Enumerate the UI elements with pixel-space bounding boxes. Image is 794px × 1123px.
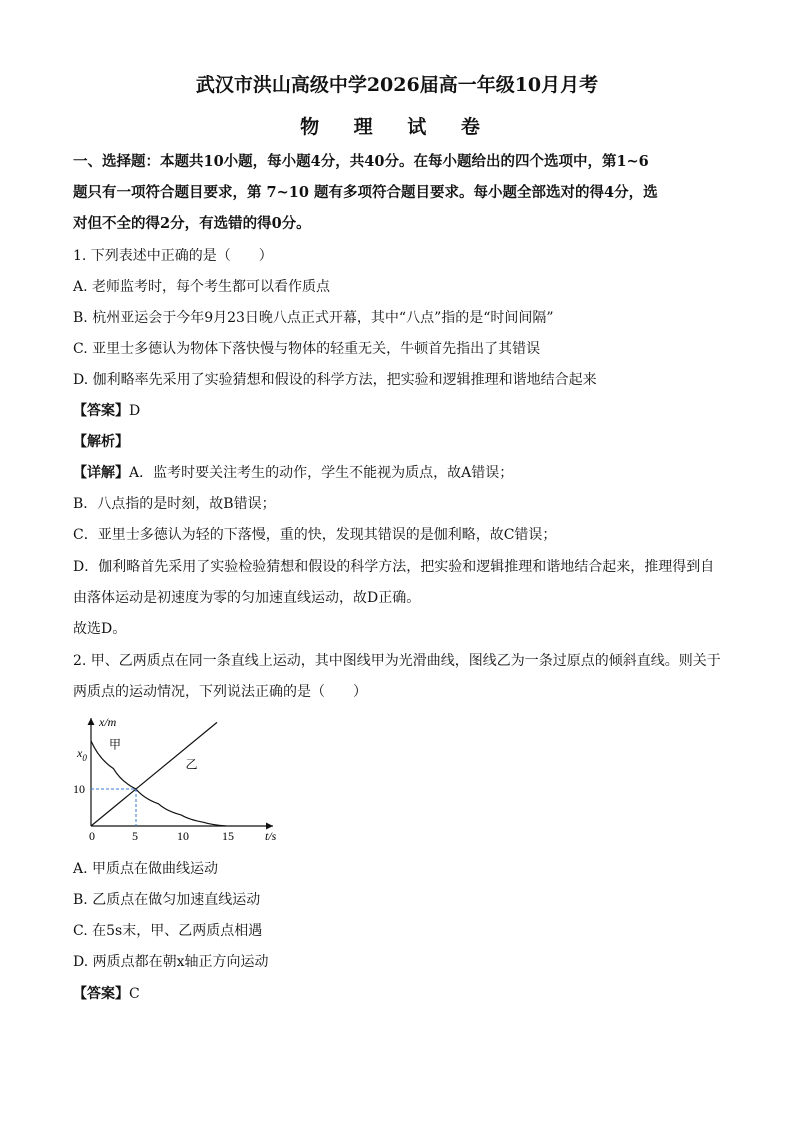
y-axis-label: x/m — [99, 715, 117, 729]
q1-option-b: B. 杭州亚运会于今年9月23日晚八点正式开幕，其中“八点”指的是“时间间隔” — [73, 310, 554, 326]
q2-answer — [73, 983, 140, 1003]
q2-stem-line-1: 2. 甲、乙两质点在同一条直线上运动，其中图线甲为光滑曲线，图线乙为一条过原点的倾斜直线。则关于 — [73, 653, 721, 669]
q2-option-b: B. 乙质点在做匀加速直线运动 — [73, 892, 261, 908]
q1-stem: 1. 下列表述中正确的是（ ） — [73, 248, 273, 264]
x-tick-label-15: 15 — [222, 829, 234, 842]
q1-detail-line-2: B．八点指的是时刻，故B错误； — [73, 496, 276, 512]
q1-option-d: D. 伽利略率先采用了实验猜想和假设的科学方法，把实验和逻辑推理和谐地结合起来 — [73, 372, 597, 388]
x-tick-label-10: 10 — [177, 829, 189, 842]
y-tick-label-10: 10 — [73, 782, 85, 796]
q1-answer-label: 【答案】 — [73, 403, 129, 419]
page-title: 武汉市洪山高级中学2026届高一年级10月月考 — [195, 74, 599, 96]
q1-analysis-label: 【解析】 — [73, 434, 129, 450]
q2-answer-label: 【答案】 — [73, 986, 129, 1002]
q1-detail-line-3: C．亚里士多德认为轻的下落慢，重的快，发现其错误的是伽利略，故C错误； — [73, 527, 557, 543]
subject-title: 物 理 试 卷 — [300, 116, 494, 138]
q2-answer-value: C — [129, 986, 140, 1002]
q2-option-c: C. 在5s末，甲、乙两质点相遇 — [73, 923, 263, 939]
q1-detail-line-5: 由落体运动是初速度为零的匀加速直线运动，故D正确。 — [73, 590, 421, 606]
q1-detail-line-1 — [73, 462, 513, 482]
section-instructions-line-3: 对但不全的得2分，有选错的得0分。 — [73, 215, 311, 232]
section-instructions-line-2: 题只有一项符合题目要求，第 7~10 题有多项符合题目要求。每小题全部选对的得4分，选 — [73, 184, 658, 201]
x-tick-label-5: 5 — [132, 829, 138, 842]
y0-label: $x_0$ — [77, 746, 87, 763]
xt-graph — [73, 712, 303, 842]
q1-conclusion: 故选D。 — [73, 621, 127, 637]
q1-detail-label: 【详解】 — [73, 465, 129, 481]
q1-option-c: C. 亚里士多德认为物体下落快慢与物体的轻重无关，牛顿首先指出了其错误 — [73, 341, 541, 357]
x-axis-label: t/s — [265, 829, 277, 842]
q1-detail-text-1: A．监考时要关注考生的动作，学生不能视为质点，故A错误； — [129, 465, 514, 481]
q1-answer-value: D — [129, 403, 141, 419]
q2-stem-line-2: 两质点的运动情况，下列说法正确的是（ ） — [73, 684, 367, 700]
q1-detail-line-4: D．伽利略首先采用了实验检验猜想和假设的科学方法，把实验和逻辑推理和谐地结合起来，推理得到自 — [73, 559, 715, 575]
q2-option-a: A. 甲质点在做曲线运动 — [73, 861, 219, 877]
series-jia-label: 甲 — [109, 737, 122, 752]
q1-option-a: A. 老师监考时，每个考生都可以看作质点 — [73, 279, 331, 295]
q1-answer — [73, 400, 140, 420]
series-jia-curve — [91, 741, 226, 826]
section-instructions-line-1: 一、选择题：本题共10小题，每小题4分，共40分。在每小题给出的四个选项中，第1~6 — [73, 153, 649, 170]
q2-option-d: D. 两质点都在朝x轴正方向运动 — [73, 954, 269, 970]
x-tick-label-0: 0 — [89, 829, 95, 842]
series-yi-label: 乙 — [185, 757, 198, 772]
